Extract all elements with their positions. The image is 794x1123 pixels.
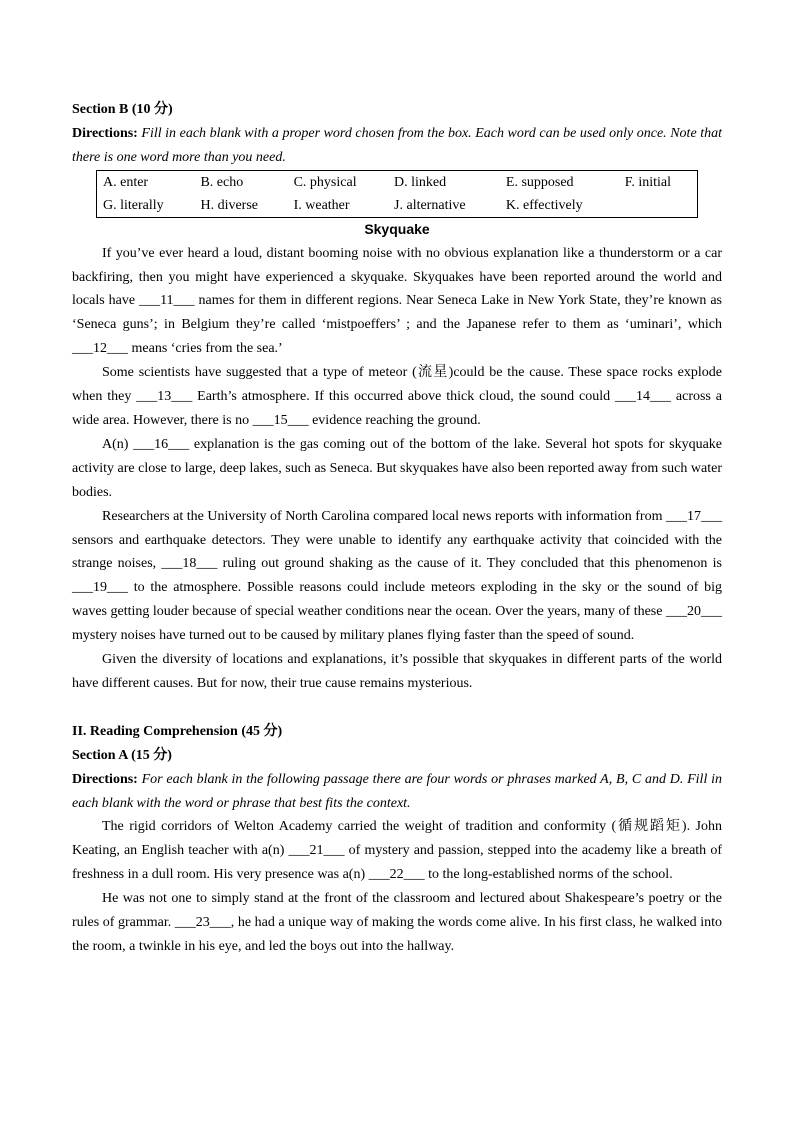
- word-option: K. effectively: [505, 197, 583, 213]
- word-option: D. linked: [394, 174, 447, 190]
- word-option: B. echo: [200, 174, 244, 190]
- word-option: G. literally: [103, 197, 164, 213]
- directions-label: Directions:: [72, 125, 138, 141]
- paragraph: The rigid corridors of Welton Academy carried the weight of tradition and conformity (循规蹈矩). John Keating, an English teacher with a(n) ___21___ of mystery and passion, stepped into the academy like a breath of freshness in a dull room. His very presence was a(n) ___22___ to the long-established norms of the school.: [72, 819, 722, 883]
- directions-text: Fill in each blank with a proper word chosen from the box. Each word can be used only once. Note that there is one word more than you need.: [72, 125, 722, 165]
- section-b-heading: Section B (10 分): [72, 102, 173, 117]
- word-option: C. physical: [293, 174, 357, 190]
- paragraph: Researchers at the University of North Carolina compared local news reports with information from ___17___ sensors and earthquake detectors. They were unable to identify any earthquake activity that coincided with the strange noises, ___18___ ruling out ground shaking as the cause of it. They concluded that this phenomenon is ___19___ to the atmosphere. Possible reasons could include meteors exploding in the sky or the sound of big waves getting louder because of special weather conditions near the ocean. Over the years, many of these ___20___ mystery noises have turned out to be caused by military planes flying faster than the speed of sound.: [72, 508, 722, 644]
- passage-title: Skyquake: [364, 220, 430, 237]
- section-a-heading: Section A (15 分): [72, 747, 172, 763]
- paragraph: If you’ve ever heard a loud, distant booming noise with no obvious explanation like a thunderstorm or a car backfiring, then you might have experienced a skyquake. Skyquakes have been reported around the world and locals have ___11___ names for them in different regions. Near Seneca Lake in New York State, they’re known as ‘Seneca guns’; in Belgium they’re called ‘mistpoeffers’ ; and the Japanese refer to them as ‘uminari’, which ___12___ means ‘cries from the sea.’: [72, 245, 722, 357]
- word-option: J. alternative: [394, 197, 466, 213]
- section-spacer: [72, 696, 722, 720]
- word-box: [96, 170, 698, 218]
- word-box-row: [97, 170, 698, 194]
- word-option: I. weather: [293, 197, 350, 213]
- directions-text: For each blank in the following passage there are four words or phrases marked A, B, C and D. Fill in each blank with the word or phrase that best fits the context.: [72, 771, 722, 811]
- word-box-row: [97, 194, 698, 218]
- directions-label: Directions:: [72, 771, 138, 787]
- word-option: H. diverse: [200, 197, 259, 213]
- word-option: E. supposed: [505, 174, 574, 190]
- section-a-directions: [72, 768, 722, 816]
- paragraph: A(n) ___16___ explanation is the gas coming out of the bottom of the lake. Several hot spots for skyquake activity are close to large, deep lakes, such as Seneca. But skyquakes have also been reported away from such water bodies.: [72, 436, 722, 500]
- paragraph: Some scientists have suggested that a type of meteor (流星)could be the cause. These space rocks explode when they ___13___ Earth’s atmosphere. If this occurred above thick cloud, the sound could ___14___ across a wide area. However, there is no ___15___ evidence reaching the ground.: [72, 365, 722, 428]
- paragraph: Given the diversity of locations and explanations, it’s possible that skyquakes in different parts of the world have different causes. But for now, their true cause remains mysterious.: [72, 652, 722, 691]
- document-page: [72, 98, 722, 959]
- word-option: F. initial: [624, 174, 672, 190]
- section-b-directions: [72, 122, 722, 170]
- word-option: [619, 194, 698, 218]
- paragraph: He was not one to simply stand at the front of the classroom and lectured about Shakespeare’s poetry or the rules of grammar. ___23___, he had a unique way of making the words come alive. In his first class, he walked into the room, a twinkle in his eye, and led the boys out into the hallway.: [72, 891, 722, 954]
- part-ii-heading: II. Reading Comprehension (45 分): [72, 723, 283, 739]
- word-option: A. enter: [103, 174, 149, 190]
